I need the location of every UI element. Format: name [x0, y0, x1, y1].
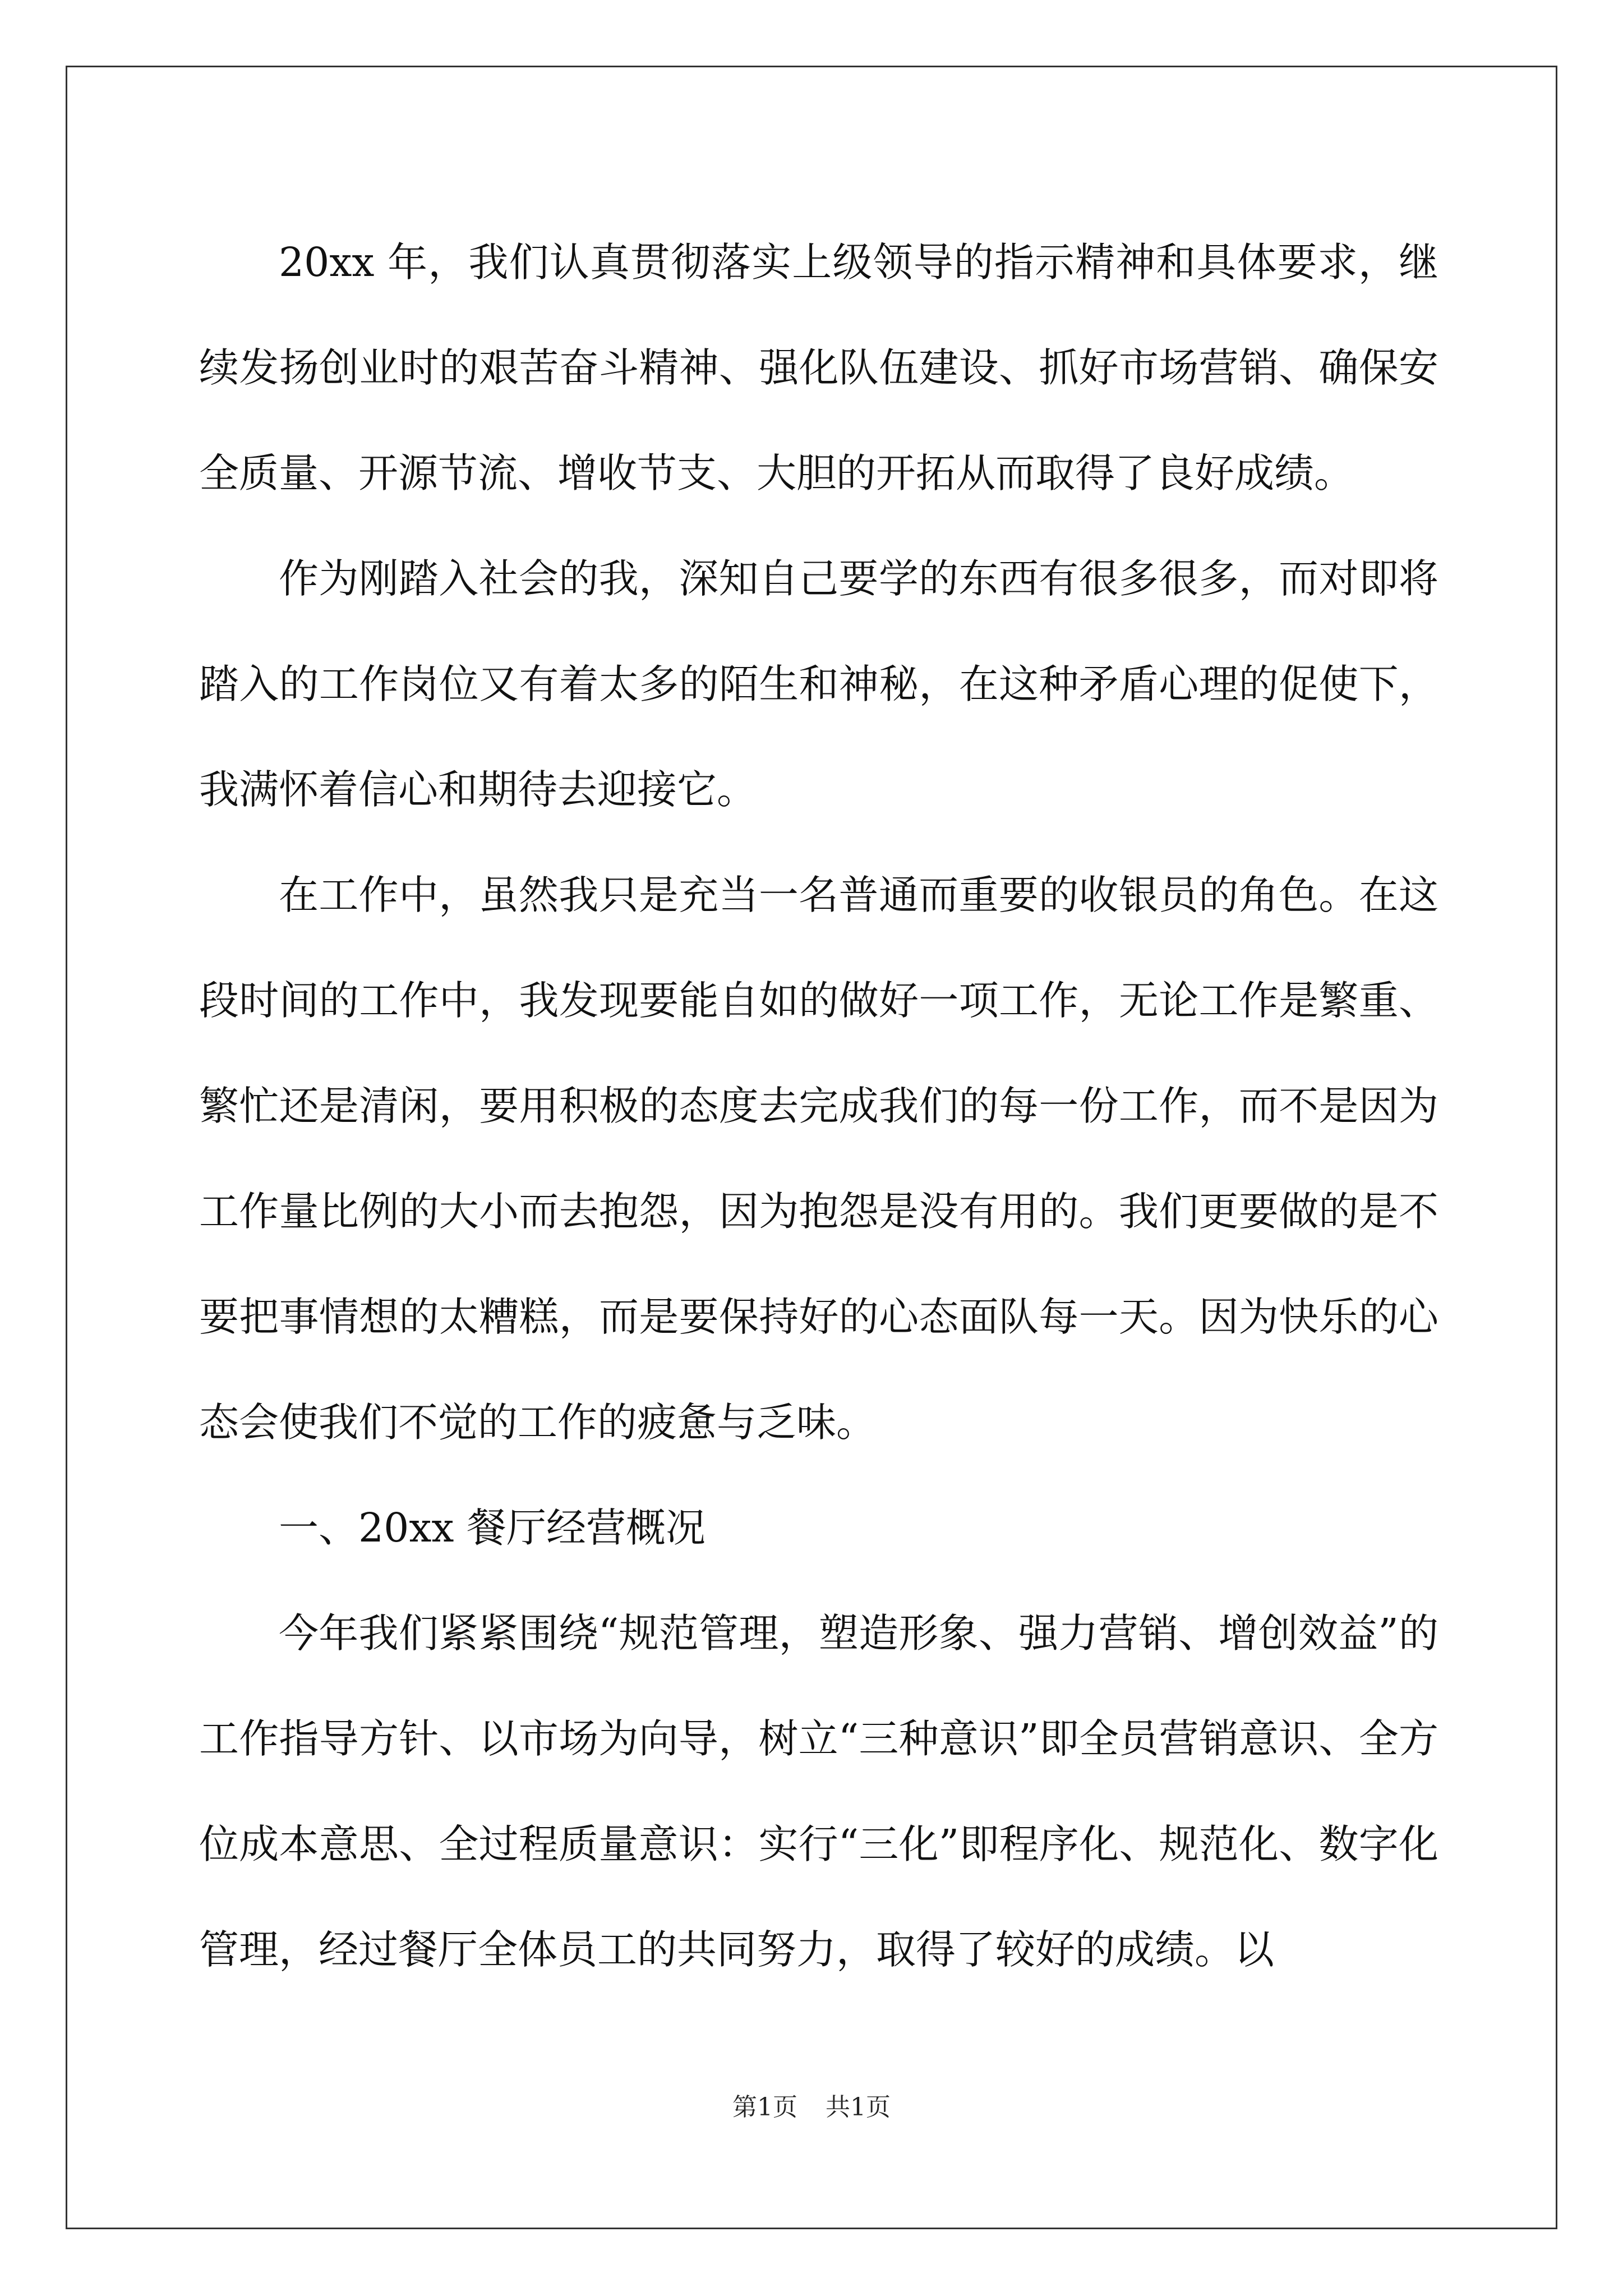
page-footer: [0, 2087, 1623, 2123]
paragraph-2: 作为刚踏入社会的我，深知自己要学的东西有很多很多，而对即将踏入的工作岗位又有着太多的陌生和神秘，在这种矛盾心理的促使下，我满怀着信心和期待去迎接它。: [199, 555, 1438, 813]
page-number: 第1页: [732, 2093, 797, 2122]
document-body: [199, 210, 1438, 2003]
section-heading: 一、20xx 餐厅经营概况: [279, 1504, 706, 1551]
paragraph-1: 20xx 年，我们认真贯彻落实上级领导的指示精神和具体要求，继续发扬创业时的艰苦奋斗精神、强化队伍建设、抓好市场营销、确保安全质量、开源节流、增收节支、大胆的开拓从而取得了良好成绩。: [199, 239, 1438, 496]
paragraph-4: 今年我们紧紧围绕“规范管理，塑造形象、强力营销、增创效益”的工作指导方针、以市场为向导，树立“三种意识”即全员营销意识、全方位成本意思、全过程质量意识：实行“三化”即程序化、规范化、数字化管理，经过餐厅全体员工的共同努力，取得了较好的成绩。以: [199, 1610, 1438, 1973]
paragraph-3: 在工作中，虽然我只是充当一名普通而重要的收银员的角色。在这段时间的工作中，我发现要能自如的做好一项工作，无论工作是繁重、繁忙还是清闲，要用积极的态度去完成我们的每一份工作，而不是因为工作量比例的大小而去抱怨，因为抱怨是没有用的。我们更要做的是不要把事情想的太糟糕，而是要保持好的心态面队每一天。因为快乐的心态会使我们不觉的工作的疲惫与乏味。: [199, 872, 1438, 1446]
page-total: 共1页: [826, 2093, 891, 2122]
